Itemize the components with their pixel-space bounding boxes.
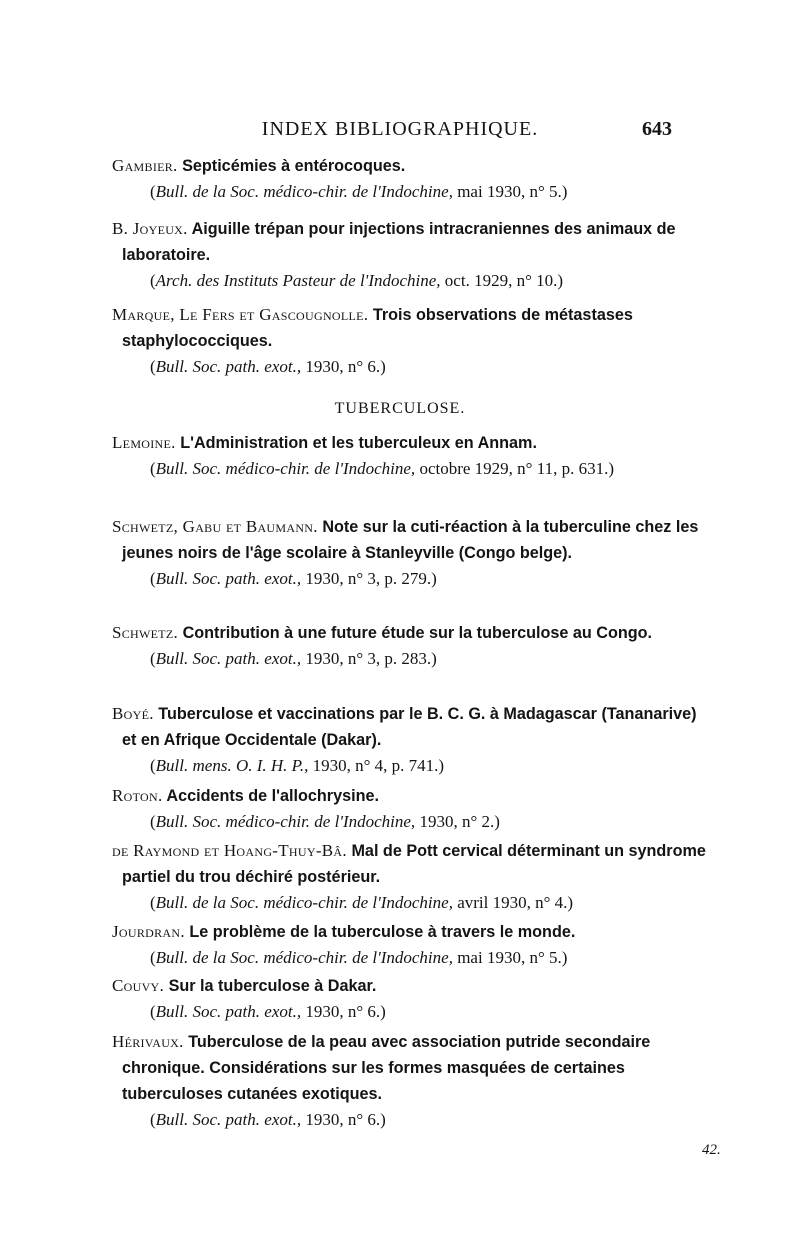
entry-authors: de Raymond et Hoang-Thuy-Bâ. (112, 841, 347, 860)
page-number: 643 (642, 118, 672, 140)
entry-authors: Hérivaux. (112, 1032, 184, 1051)
bibliography-entry (112, 430, 712, 482)
entry-title: Tuberculose et vaccinations par le B. C. G. à Madagascar (Tananarive) et en Afrique Occidentale (Dakar). (122, 705, 697, 749)
entry-title-line (112, 153, 712, 179)
bibliography-entry (112, 153, 712, 205)
bibliography-entry (112, 919, 712, 971)
source-journal: Bull. mens. O. I. H. P., (155, 756, 309, 775)
source-journal: Bull. de la Soc. médico-chir. de l'Indochine, (155, 893, 453, 912)
bibliography-entry (112, 1029, 712, 1133)
entry-authors: Couvy. (112, 976, 165, 995)
entry-source: (Bull. Soc. path. exot., 1930, n° 6.) (150, 357, 386, 376)
entry-title-line (112, 216, 712, 268)
entry-title-line (112, 430, 712, 456)
source-details: 1930, n° 4, p. 741.) (308, 756, 445, 775)
running-header (0, 118, 800, 148)
entry-source: (Bull. Soc. path. exot., 1930, n° 6.) (150, 1110, 386, 1129)
entry-source: (Bull. Soc. médico-chir. de l'Indochine, 1930, n° 2.) (150, 812, 500, 831)
entry-title-line (112, 1029, 712, 1107)
entry-title: Trois observations de métastases staphylococciques. (122, 306, 633, 350)
entry-authors: B. Joyeux. (112, 219, 188, 238)
source-details: mai 1930, n° 5.) (452, 948, 568, 967)
source-details: 1930, n° 6.) (301, 1002, 386, 1021)
entry-source: (Bull. Soc. path. exot., 1930, n° 3, p. 283.) (150, 649, 437, 668)
source-details: octobre 1929, n° 11, p. 631.) (415, 459, 614, 478)
entry-title: Contribution à une future étude sur la tuberculose au Congo. (182, 624, 653, 642)
entry-source: (Bull. de la Soc. médico-chir. de l'Indochine, avril 1930, n° 4.) (150, 893, 574, 912)
entry-authors: Gambier. (112, 156, 178, 175)
entry-source: (Arch. des Instituts Pasteur de l'Indochine, oct. 1929, n° 10.) (150, 271, 564, 290)
source-journal: Bull. Soc. path. exot., (155, 649, 302, 668)
bibliography-entry (112, 216, 712, 294)
entry-authors: Roton. (112, 786, 163, 805)
entry-source: (Bull. Soc. path. exot., 1930, n° 3, p. 279.) (150, 569, 437, 588)
entry-title: Aiguille trépan pour injections intracraniennes des animaux de laboratoire. (122, 220, 676, 264)
entry-authors: Marque, Le Fers et Gascougnolle. (112, 305, 369, 324)
entry-authors: Jourdran. (112, 922, 185, 941)
source-details: 1930, n° 6.) (301, 1110, 386, 1129)
entry-title-line (112, 514, 712, 566)
entry-title-line (112, 838, 712, 890)
bibliography-entry (112, 838, 712, 916)
entry-authors: Boyé. (112, 704, 154, 723)
bibliography-entry (112, 514, 712, 592)
source-journal: Bull. Soc. médico-chir. de l'Indochine, (155, 812, 416, 831)
entry-title-line (112, 919, 712, 945)
source-details: 1930, n° 3, p. 283.) (301, 649, 437, 668)
source-details: 1930, n° 3, p. 279.) (301, 569, 437, 588)
bibliography-entry (112, 302, 712, 380)
source-details: 1930, n° 6.) (301, 357, 386, 376)
source-journal: Bull. Soc. path. exot., (155, 1002, 302, 1021)
entry-title-line (112, 701, 712, 753)
bibliography-entry (112, 973, 712, 1025)
entry-title-line (112, 783, 712, 809)
entry-source: (Bull. mens. O. I. H. P., 1930, n° 4, p. 741.) (150, 756, 445, 775)
source-journal: Bull. de la Soc. médico-chir. de l'Indochine, (155, 948, 453, 967)
entry-source: (Bull. de la Soc. médico-chir. de l'Indochine, mai 1930, n° 5.) (150, 182, 568, 201)
entry-title: Mal de Pott cervical déterminant un syndrome partiel du trou déchiré postérieur. (122, 842, 706, 886)
source-journal: Bull. de la Soc. médico-chir. de l'Indochine, (155, 182, 453, 201)
source-journal: Bull. Soc. path. exot., (155, 569, 302, 588)
entry-title: L'Administration et les tuberculeux en Annam. (180, 434, 537, 452)
entry-source: (Bull. Soc. médico-chir. de l'Indochine, octobre 1929, n° 11, p. 631.) (150, 459, 614, 478)
header-title: INDEX BIBLIOGRAPHIQUE. (261, 118, 539, 140)
bibliography-entry (112, 701, 712, 779)
source-details: avril 1930, n° 4.) (452, 893, 574, 912)
entry-title: Sur la tuberculose à Dakar. (168, 977, 377, 995)
source-journal: Bull. Soc. path. exot., (155, 1110, 302, 1129)
source-details: 1930, n° 2.) (415, 812, 500, 831)
bibliography-entry (112, 620, 712, 672)
section-heading: TUBERCULOSE. (334, 400, 466, 417)
entry-title: Le problème de la tuberculose à travers le monde. (189, 923, 576, 941)
entry-title: Note sur la cuti-réaction à la tuberculine chez les jeunes noirs de l'âge scolaire à Stanleyville (Congo belge). (122, 518, 699, 562)
entry-authors: Lemoine. (112, 433, 176, 452)
entry-source: (Bull. Soc. path. exot., 1930, n° 6.) (150, 1002, 386, 1021)
entry-authors: Schwetz. (112, 623, 179, 642)
entry-authors: Schwetz, Gabu et Baumann. (112, 517, 318, 536)
entry-title: Tuberculose de la peau avec association putride secondaire chronique. Considérations sur les formes masquées de certaines tuberculoses cutanées exotiques. (122, 1033, 651, 1103)
source-details: oct. 1929, n° 10.) (440, 271, 564, 290)
source-journal: Arch. des Instituts Pasteur de l'Indochine, (155, 271, 441, 290)
entry-title-line (112, 620, 712, 646)
bibliography-entry (112, 783, 712, 835)
entry-title-line (112, 973, 712, 999)
entry-source: (Bull. de la Soc. médico-chir. de l'Indochine, mai 1930, n° 5.) (150, 948, 568, 967)
source-journal: Bull. Soc. médico-chir. de l'Indochine, (155, 459, 416, 478)
entry-title-line (112, 302, 712, 354)
signature-mark: 42. (702, 1142, 721, 1158)
entry-title: Septicémies à entérocoques. (182, 157, 406, 175)
entry-title: Accidents de l'allochrysine. (166, 787, 379, 805)
source-details: mai 1930, n° 5.) (452, 182, 568, 201)
source-journal: Bull. Soc. path. exot., (155, 357, 302, 376)
